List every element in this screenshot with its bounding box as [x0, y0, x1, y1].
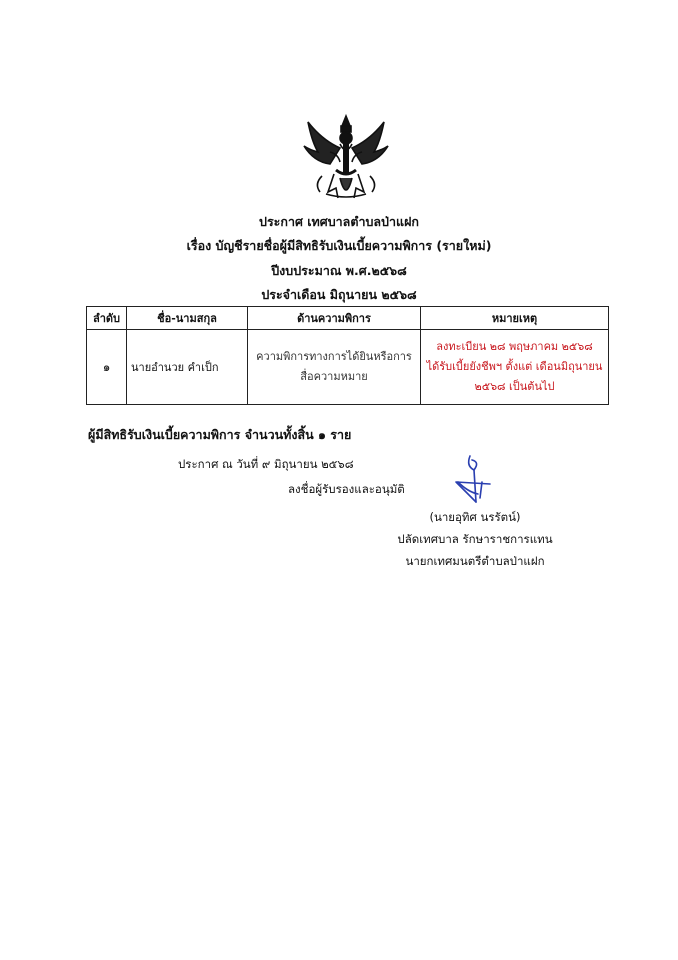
cell-note	[421, 330, 609, 405]
announcement-date: ประกาศ ณ วันที่ ๙ มิถุนายน ๒๕๖๘	[178, 457, 354, 471]
cell-name: นายอำนวย คำเป็ก	[127, 330, 248, 405]
announcement-subject: เรื่อง บัญชีรายชื่อผู้มีสิทธิรับเงินเบี้ยความพิการ (รายใหม่)	[186, 238, 492, 253]
column-header-order: ลำดับ	[87, 307, 127, 330]
table-header-row	[87, 307, 609, 330]
handwritten-signature-icon	[438, 452, 498, 510]
table-row	[87, 330, 609, 405]
column-header-name: ชื่อ-นามสกุล	[127, 307, 248, 330]
fiscal-year: ปีงบประมาณ พ.ศ.๒๕๖๘	[271, 263, 407, 278]
note-line-1: ลงทะเบียน ๒๘ พฤษภาคม ๒๕๖๘	[436, 340, 593, 353]
signer-block	[390, 506, 560, 572]
garuda-emblem-icon	[300, 112, 392, 204]
disability-line-2: สื่อความหมาย	[300, 370, 368, 383]
month-period: ประจำเดือน มิถุนายน ๒๕๖๘	[261, 287, 417, 302]
column-header-note: หมายเหตุ	[421, 307, 609, 330]
cell-disability	[248, 330, 421, 405]
column-header-disability: ด้านความพิการ	[248, 307, 421, 330]
cell-order: ๑	[87, 330, 127, 405]
approver-label: ลงชื่อผู้รับรองและอนุมัติ	[288, 482, 405, 496]
announcement-heading: ประกาศ เทศบาลตำบลป่าแฝก	[259, 214, 419, 229]
beneficiary-table	[86, 306, 609, 405]
signer-position-1: ปลัดเทศบาล รักษาราชการแทน	[397, 532, 553, 546]
note-line-3: ๒๕๖๘ เป็นต้นไป	[474, 380, 555, 393]
note-line-2: ได้รับเบี้ยยังชีพฯ ตั้งแต่ เดือนมิถุนายน	[426, 360, 603, 373]
signer-name: (นายอุทิศ นรรัตน์)	[429, 510, 521, 524]
beneficiary-total: ผู้มีสิทธิรับเงินเบี้ยความพิการ จำนวนทั้งสิ้น ๑ ราย	[88, 427, 352, 442]
signer-position-2: นายกเทศมนตรีตำบลป่าแฝก	[405, 554, 545, 568]
disability-line-1: ความพิการทางการได้ยินหรือการ	[256, 350, 412, 363]
